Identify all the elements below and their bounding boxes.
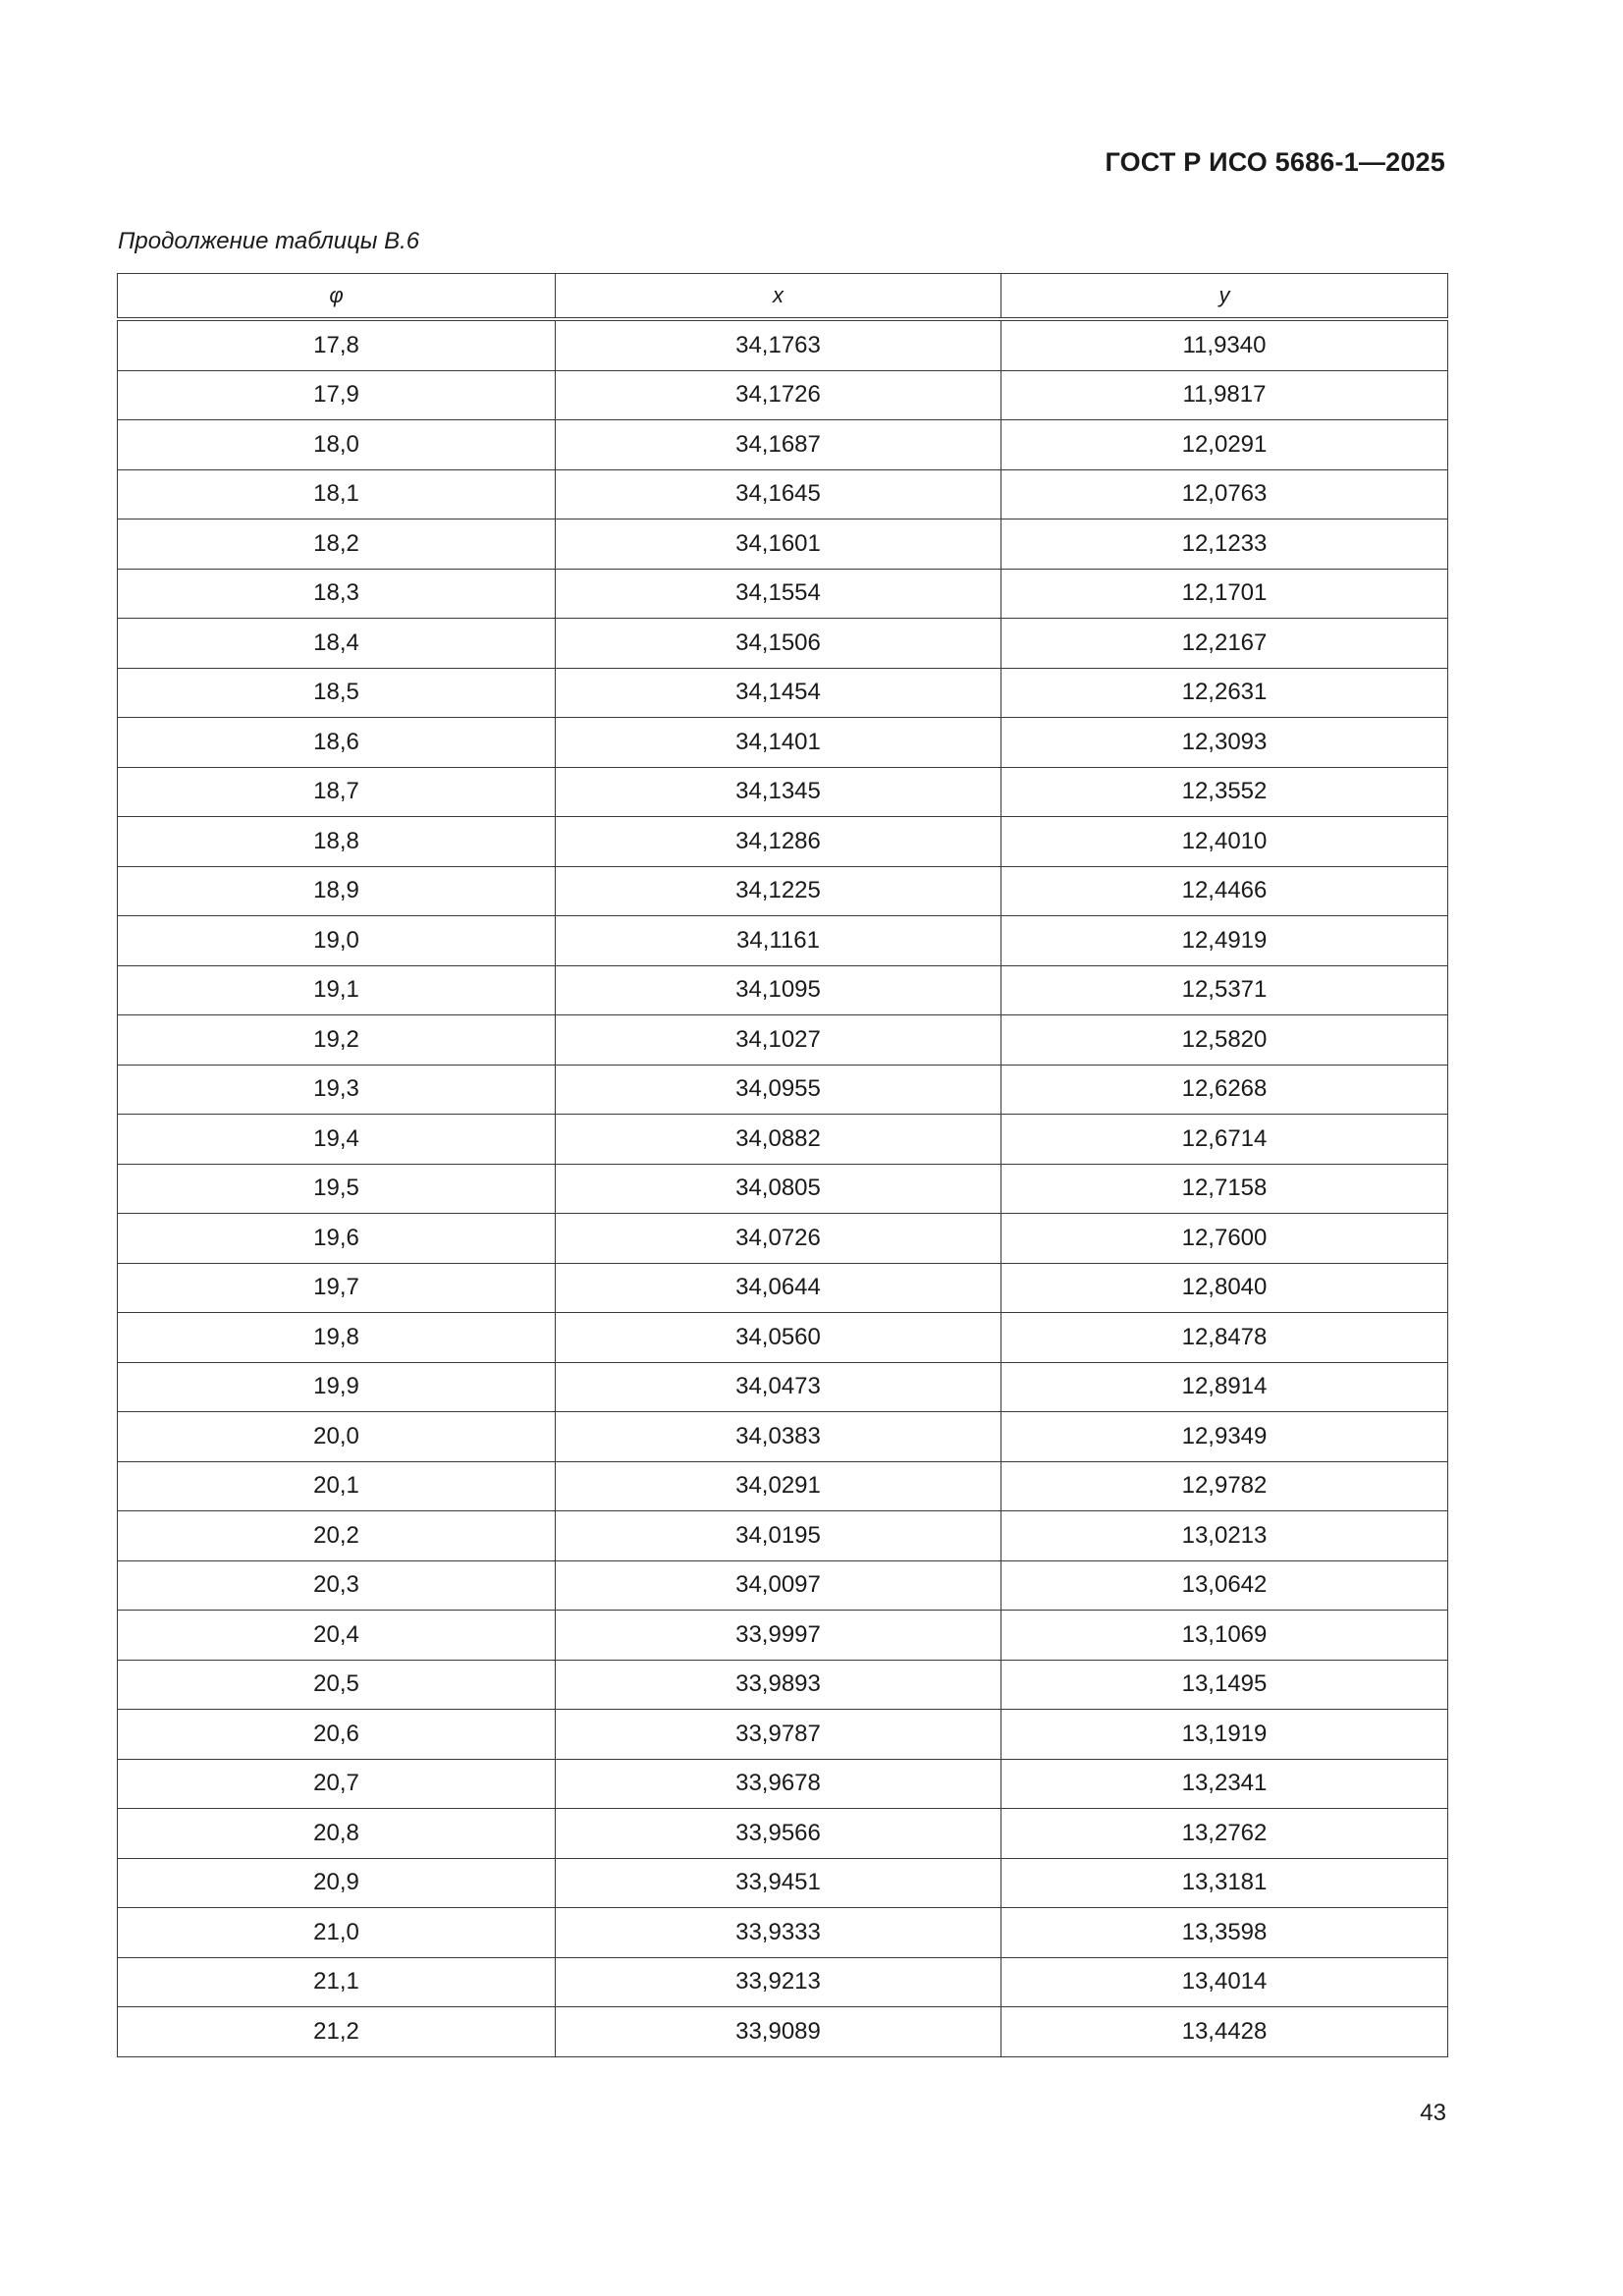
table-row xyxy=(118,569,1448,619)
table-cell-y: 12,6714 xyxy=(1001,1115,1448,1165)
table-row xyxy=(118,519,1448,570)
table-cell-y: 13,4014 xyxy=(1001,1957,1448,2007)
table-header xyxy=(118,274,1448,320)
table-cell-phi: 20,7 xyxy=(118,1759,556,1809)
table-cell-phi: 20,6 xyxy=(118,1710,556,1760)
table-cell-x: 34,1601 xyxy=(556,519,1001,570)
table-cell-x: 34,1726 xyxy=(556,370,1001,420)
table-row xyxy=(118,866,1448,916)
table-row xyxy=(118,420,1448,470)
table-row xyxy=(118,817,1448,867)
table-cell-phi: 19,0 xyxy=(118,916,556,966)
table-cell-x: 34,1645 xyxy=(556,469,1001,519)
table-cell-x: 34,0805 xyxy=(556,1164,1001,1214)
table-cell-x: 34,0291 xyxy=(556,1461,1001,1511)
table-cell-phi: 19,1 xyxy=(118,965,556,1015)
table-cell-phi: 18,6 xyxy=(118,718,556,768)
table-row xyxy=(118,1511,1448,1561)
table-cell-phi: 17,9 xyxy=(118,370,556,420)
table-row xyxy=(118,668,1448,718)
table-cell-phi: 19,4 xyxy=(118,1115,556,1165)
table-row xyxy=(118,619,1448,669)
table-cell-y: 12,5371 xyxy=(1001,965,1448,1015)
table-row xyxy=(118,1560,1448,1611)
table-cell-phi: 21,0 xyxy=(118,1908,556,1958)
table-row xyxy=(118,767,1448,817)
table-cell-y: 12,0763 xyxy=(1001,469,1448,519)
table-cell-y: 12,1233 xyxy=(1001,519,1448,570)
table-cell-phi: 19,6 xyxy=(118,1214,556,1264)
table-cell-y: 13,0642 xyxy=(1001,1560,1448,1611)
column-header-phi: φ xyxy=(118,274,556,320)
table-cell-y: 13,0213 xyxy=(1001,1511,1448,1561)
table-row xyxy=(118,1908,1448,1958)
table-cell-y: 11,9817 xyxy=(1001,370,1448,420)
table-row xyxy=(118,1115,1448,1165)
table-cell-phi: 20,2 xyxy=(118,1511,556,1561)
table-cell-x: 33,9787 xyxy=(556,1710,1001,1760)
table-row xyxy=(118,1362,1448,1412)
table-row xyxy=(118,1809,1448,1859)
table-row xyxy=(118,1611,1448,1661)
page-number: 43 xyxy=(1420,2100,1446,2126)
table-cell-y: 13,3181 xyxy=(1001,1858,1448,1908)
table-cell-x: 34,0644 xyxy=(556,1263,1001,1313)
table-cell-x: 34,0955 xyxy=(556,1065,1001,1115)
table-row xyxy=(118,1164,1448,1214)
table-cell-x: 33,9213 xyxy=(556,1957,1001,2007)
table-row xyxy=(118,1710,1448,1760)
table-cell-x: 33,9089 xyxy=(556,2007,1001,2057)
table-cell-phi: 18,2 xyxy=(118,519,556,570)
column-header-y: y xyxy=(1001,274,1448,320)
table-cell-y: 12,0291 xyxy=(1001,420,1448,470)
table-row xyxy=(118,1263,1448,1313)
table-cell-phi: 18,9 xyxy=(118,866,556,916)
table-row xyxy=(118,1461,1448,1511)
data-table xyxy=(117,273,1448,2057)
table-cell-y: 13,2341 xyxy=(1001,1759,1448,1809)
table-cell-y: 12,8914 xyxy=(1001,1362,1448,1412)
table-row xyxy=(118,718,1448,768)
table-cell-x: 33,9566 xyxy=(556,1809,1001,1859)
table-row xyxy=(118,1759,1448,1809)
table-cell-phi: 20,8 xyxy=(118,1809,556,1859)
table-row xyxy=(118,370,1448,420)
table-cell-y: 13,1919 xyxy=(1001,1710,1448,1760)
column-header-x: x xyxy=(556,274,1001,320)
table-cell-phi: 18,3 xyxy=(118,569,556,619)
table-cell-phi: 20,9 xyxy=(118,1858,556,1908)
table-cell-phi: 20,1 xyxy=(118,1461,556,1511)
table-body xyxy=(118,319,1448,2056)
table-cell-y: 12,2167 xyxy=(1001,619,1448,669)
table-cell-y: 12,4919 xyxy=(1001,916,1448,966)
table-row xyxy=(118,1313,1448,1363)
table-cell-phi: 18,8 xyxy=(118,817,556,867)
table-cell-y: 12,2631 xyxy=(1001,668,1448,718)
table-cell-y: 12,4010 xyxy=(1001,817,1448,867)
table-cell-x: 34,1345 xyxy=(556,767,1001,817)
table-cell-phi: 19,8 xyxy=(118,1313,556,1363)
table-cell-phi: 18,4 xyxy=(118,619,556,669)
table-row xyxy=(118,1957,1448,2007)
table-cell-phi: 19,7 xyxy=(118,1263,556,1313)
table-cell-x: 34,1506 xyxy=(556,619,1001,669)
table-cell-y: 12,9782 xyxy=(1001,1461,1448,1511)
table-cell-phi: 20,4 xyxy=(118,1611,556,1661)
table-cell-y: 12,3093 xyxy=(1001,718,1448,768)
table-cell-x: 34,1027 xyxy=(556,1015,1001,1066)
table-cell-y: 12,9349 xyxy=(1001,1412,1448,1462)
table-cell-y: 12,4466 xyxy=(1001,866,1448,916)
table-cell-y: 13,3598 xyxy=(1001,1908,1448,1958)
table-cell-x: 34,0195 xyxy=(556,1511,1001,1561)
table-cell-y: 12,1701 xyxy=(1001,569,1448,619)
table-cell-phi: 20,5 xyxy=(118,1660,556,1710)
table-cell-x: 33,9333 xyxy=(556,1908,1001,1958)
table-cell-x: 33,9678 xyxy=(556,1759,1001,1809)
table-cell-x: 34,0560 xyxy=(556,1313,1001,1363)
table-cell-x: 34,0882 xyxy=(556,1115,1001,1165)
table-caption: Продолжение таблицы В.6 xyxy=(118,228,420,254)
table-cell-y: 12,7600 xyxy=(1001,1214,1448,1264)
table-cell-x: 34,1095 xyxy=(556,965,1001,1015)
table-cell-phi: 18,1 xyxy=(118,469,556,519)
table-cell-phi: 18,0 xyxy=(118,420,556,470)
table-cell-phi: 17,8 xyxy=(118,319,556,370)
table-row xyxy=(118,1015,1448,1066)
table-header-row xyxy=(118,274,1448,320)
table-cell-phi: 20,0 xyxy=(118,1412,556,1462)
table-cell-phi: 19,9 xyxy=(118,1362,556,1412)
table-cell-x: 34,1687 xyxy=(556,420,1001,470)
table-cell-x: 34,1454 xyxy=(556,668,1001,718)
table-row xyxy=(118,469,1448,519)
table-cell-x: 33,9997 xyxy=(556,1611,1001,1661)
table-cell-phi: 21,2 xyxy=(118,2007,556,2057)
table-cell-x: 34,1554 xyxy=(556,569,1001,619)
table-cell-phi: 18,7 xyxy=(118,767,556,817)
table-cell-y: 12,6268 xyxy=(1001,1065,1448,1115)
table-cell-y: 12,3552 xyxy=(1001,767,1448,817)
table-cell-phi: 19,2 xyxy=(118,1015,556,1066)
table-cell-phi: 21,1 xyxy=(118,1957,556,2007)
table-cell-x: 33,9451 xyxy=(556,1858,1001,1908)
table-cell-phi: 18,5 xyxy=(118,668,556,718)
table-cell-x: 33,9893 xyxy=(556,1660,1001,1710)
table-cell-x: 34,1286 xyxy=(556,817,1001,867)
table-cell-x: 34,1161 xyxy=(556,916,1001,966)
table-cell-x: 34,0097 xyxy=(556,1560,1001,1611)
table-cell-y: 13,4428 xyxy=(1001,2007,1448,2057)
table-row xyxy=(118,1214,1448,1264)
table-row xyxy=(118,1660,1448,1710)
table-cell-x: 34,0726 xyxy=(556,1214,1001,1264)
table-cell-x: 34,0383 xyxy=(556,1412,1001,1462)
table-cell-x: 34,1225 xyxy=(556,866,1001,916)
table-cell-y: 12,7158 xyxy=(1001,1164,1448,1214)
table-cell-phi: 19,3 xyxy=(118,1065,556,1115)
table-cell-y: 12,5820 xyxy=(1001,1015,1448,1066)
table-row xyxy=(118,1412,1448,1462)
table-row xyxy=(118,319,1448,370)
table-cell-x: 34,1763 xyxy=(556,319,1001,370)
table-row xyxy=(118,2007,1448,2057)
table-cell-x: 34,1401 xyxy=(556,718,1001,768)
table-cell-phi: 19,5 xyxy=(118,1164,556,1214)
document-title: ГОСТ Р ИСО 5686-1—2025 xyxy=(1105,147,1445,177)
table-cell-y: 11,9340 xyxy=(1001,319,1448,370)
table-cell-phi: 20,3 xyxy=(118,1560,556,1611)
table-cell-y: 13,1069 xyxy=(1001,1611,1448,1661)
table-row xyxy=(118,1858,1448,1908)
table-cell-x: 34,0473 xyxy=(556,1362,1001,1412)
table-cell-y: 13,1495 xyxy=(1001,1660,1448,1710)
table-cell-y: 13,2762 xyxy=(1001,1809,1448,1859)
table-cell-y: 12,8040 xyxy=(1001,1263,1448,1313)
table-row xyxy=(118,965,1448,1015)
table-row xyxy=(118,916,1448,966)
table-cell-y: 12,8478 xyxy=(1001,1313,1448,1363)
table-row xyxy=(118,1065,1448,1115)
